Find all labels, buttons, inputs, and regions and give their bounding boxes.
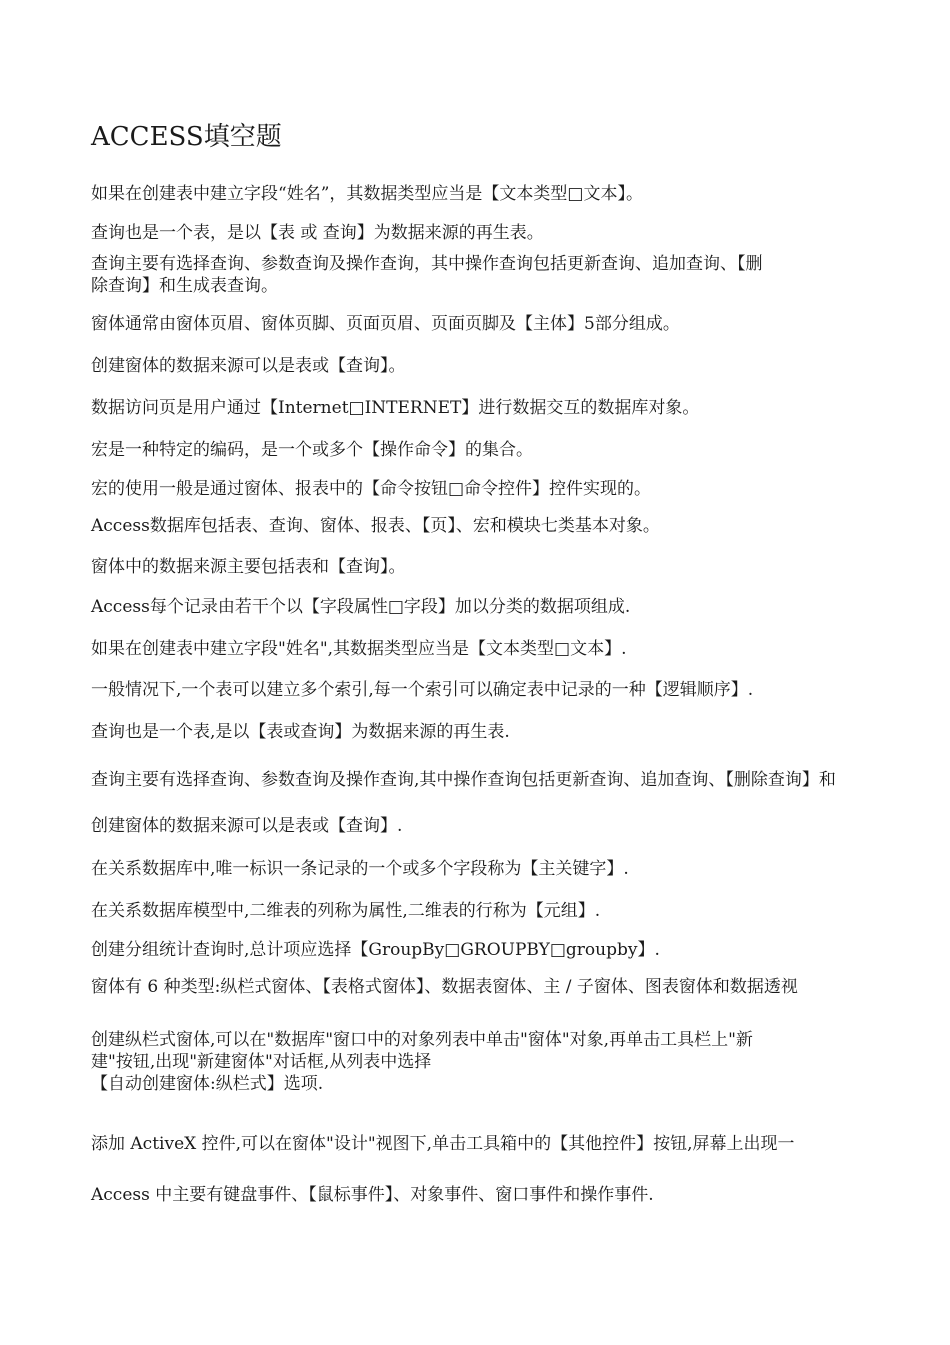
question-14: 查询也是一个表,是以【表或查询】为数据来源的再生表. [91,722,510,742]
question-2: 查询也是一个表，是以【表 或 查询】为数据来源的再生表。 [91,223,544,243]
question-7: 宏是一种特定的编码，是一个或多个【操作命令】的集合。 [91,440,533,460]
question-16: 创建窗体的数据来源可以是表或【查询】. [91,816,403,836]
question-21-line-3: 【自动创建窗体:纵栏式】选项. [91,1074,324,1094]
question-12: 如果在创建表中建立字段"姓名",其数据类型应当是【文本类型□文本】. [91,639,627,659]
question-4: 窗体通常由窗体页眉、窗体页脚、页面页眉、页面页脚及【主体】5部分组成。 [91,314,680,334]
question-3 [91,253,763,297]
question-21 [91,1029,753,1095]
question-18: 在关系数据库模型中,二维表的列称为属性,二维表的行称为【元组】. [91,901,601,921]
question-3-line-2: 除查询】和生成表查询。 [91,276,278,296]
question-21-line-2: 建"按钮,出现"新建窗体"对话框,从列表中选择 [91,1052,432,1072]
question-17: 在关系数据库中,唯一标识一条记录的一个或多个字段称为【主关键字】. [91,859,629,879]
question-5: 创建窗体的数据来源可以是表或【查询】。 [91,356,406,376]
question-3-line-1: 查询主要有选择查询、参数查询及操作查询，其中操作查询包括更新查询、追加查询、【删 [91,254,763,274]
question-9: Access数据库包括表、查询、窗体、报表、【页】、宏和模块七类基本对象。 [91,516,660,536]
question-8: 宏的使用一般是通过窗体、报表中的【命令按钮□命令控件】控件实现的。 [91,479,652,499]
question-20: 窗体有 6 种类型:纵栏式窗体、【表格式窗体】、数据表窗体、主 / 子窗体、图表窗体和数据透视 [91,977,798,997]
document-title: ACCESS填空题 [91,122,282,152]
question-10: 窗体中的数据来源主要包括表和【查询】。 [91,557,406,577]
question-13: 一般情况下,一个表可以建立多个索引,每一个索引可以确定表中记录的一种【逻辑顺序】. [91,680,754,700]
question-21-line-1: 创建纵栏式窗体,可以在"数据库"窗口中的对象列表中单击"窗体"对象,再单击工具栏上"新 [91,1030,753,1050]
question-23: Access 中主要有键盘事件、【鼠标事件】、对象事件、窗口事件和操作事件. [91,1185,654,1205]
question-19: 创建分组统计查询时,总计项应选择【GroupBy□GROUPBY□groupby】. [91,940,660,960]
question-22: 添加 ActiveX 控件,可以在窗体"设计"视图下,单击工具箱中的【其他控件】按钮,屏幕上出现一 [91,1134,795,1154]
question-6: 数据访问页是用户通过【Internet□INTERNET】进行数据交互的数据库对象。 [91,398,700,418]
question-11: Access每个记录由若干个以【字段属性□字段】加以分类的数据项组成. [91,597,631,617]
question-1: 如果在创建表中建立字段“姓名”，其数据类型应当是【文本类型□文本】。 [91,184,643,204]
question-15: 查询主要有选择查询、参数查询及操作查询,其中操作查询包括更新查询、追加查询、【删除查询】和 [91,770,836,790]
